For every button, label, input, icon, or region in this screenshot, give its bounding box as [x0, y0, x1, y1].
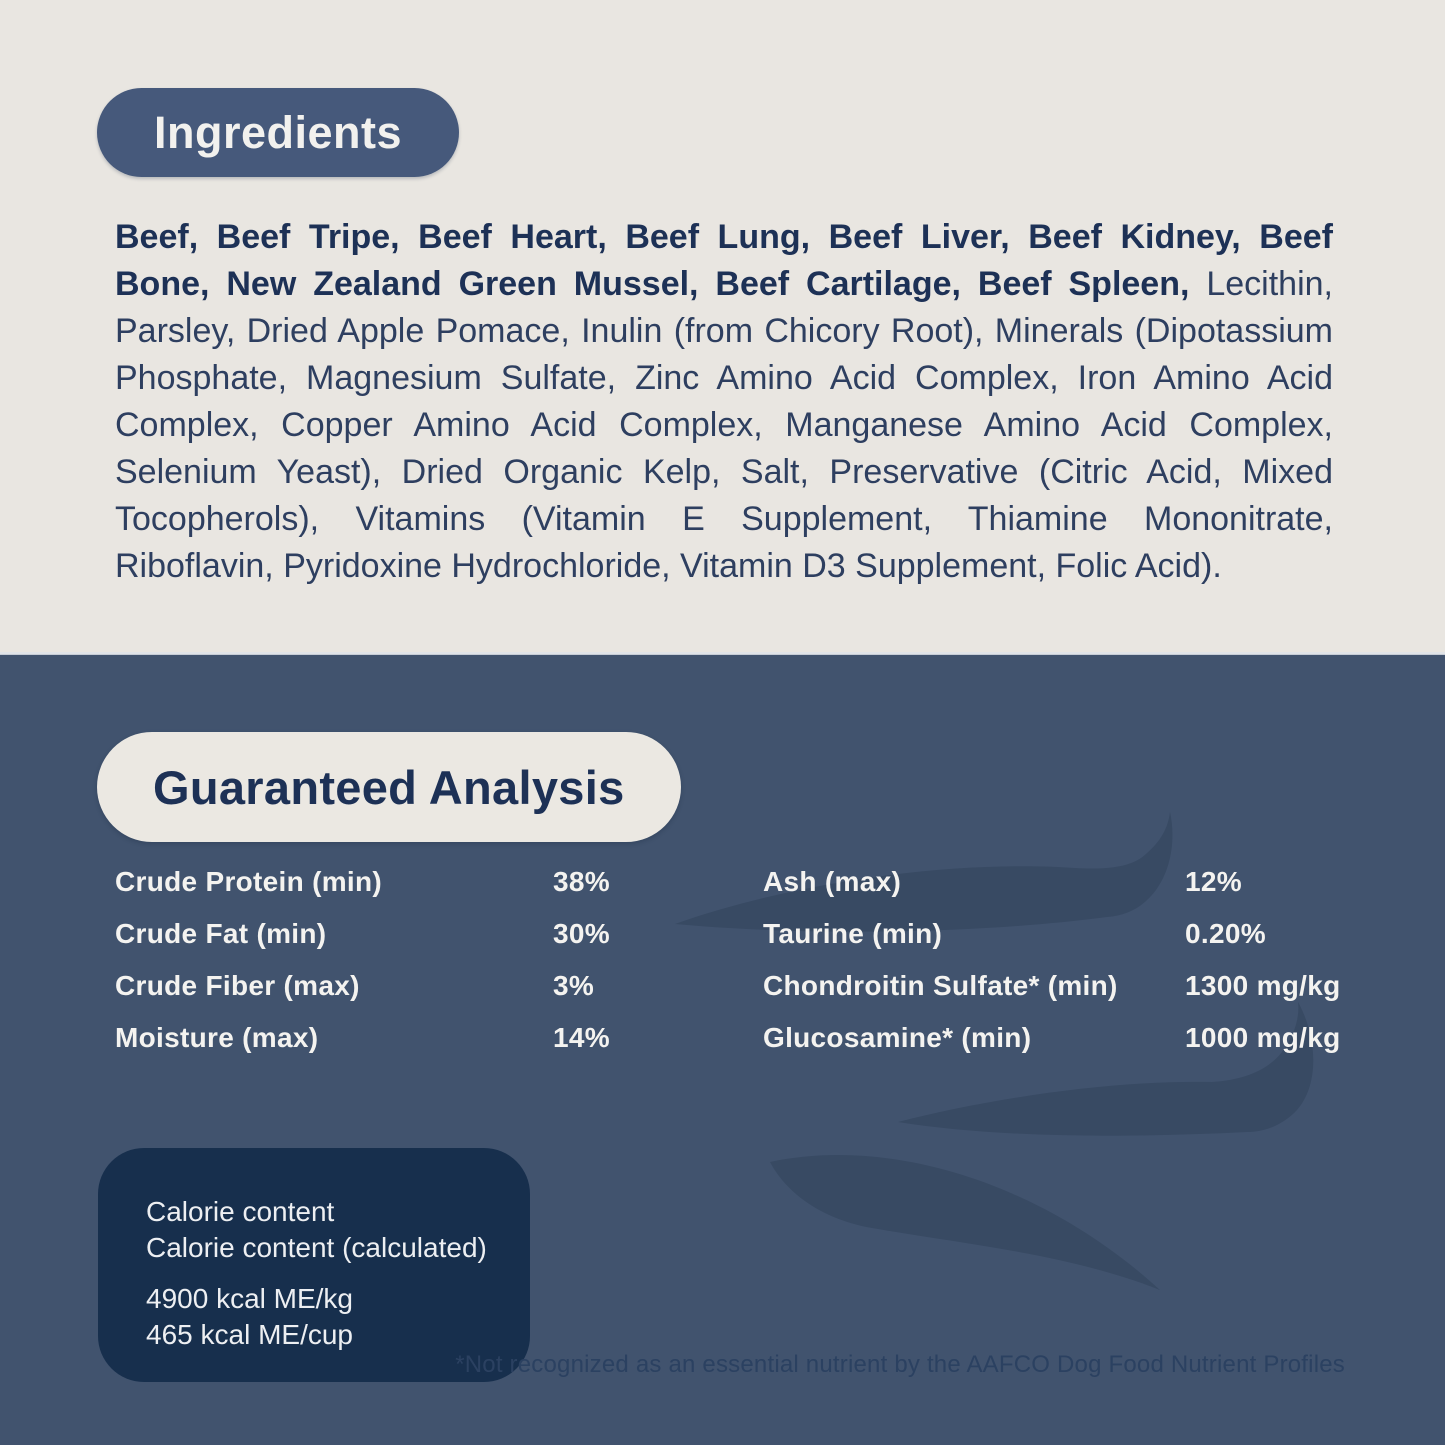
ingredients-title: Ingredients — [154, 106, 403, 158]
guaranteed-analysis-title: Guaranteed Analysis — [153, 760, 625, 814]
calorie-spacer — [146, 1266, 530, 1281]
nutrient-value: 38% — [553, 866, 610, 897]
guaranteed-analysis-title-pill — [97, 732, 681, 842]
guaranteed-analysis-section — [0, 654, 1445, 1445]
wave-swoosh-bottom — [770, 1155, 1160, 1290]
ingredients-secondary-list: Lecithin, Parsley, Dried Apple Pomace, Inulin (from Chicory Root), Minerals (Dipotassium Phosphate, Magnesium Sulfate, Zinc Amino Acid Complex, Iron Amino Acid Complex, Copper Amino Acid Complex, Manganese Amino Acid Complex, Selenium Yeast), Dried Organic Kelp, Salt, Preservative (Citric Acid, Mixed Tocopherols), Vitamins (Vitamin E Supplement, Thiamine Mononitrate, Riboflavin, Pyridoxine Hydrochloride, Vitamin D3 Supplement, Folic Acid). — [115, 265, 1333, 585]
nutrient-label: Moisture (max) — [115, 1022, 319, 1053]
table-row — [115, 856, 1347, 908]
nutrient-label: Crude Protein (min) — [115, 866, 383, 897]
nutrient-value: 3% — [553, 970, 595, 1001]
nutrient-label: Crude Fiber (max) — [115, 970, 360, 1001]
calorie-heading-line: Calorie content — [146, 1196, 335, 1227]
nutrient-label: Ash (max) — [763, 866, 902, 897]
nutrient-value: 1000 mg/kg — [1185, 1022, 1341, 1053]
aafco-footnote: *Not recognized as an essential nutrient by the AAFCO Dog Food Nutrient Profiles — [455, 1351, 1345, 1378]
nutrient-label: Glucosamine* (min) — [763, 1022, 1032, 1053]
calorie-value-line: 4900 kcal ME/kg — [146, 1283, 353, 1314]
calorie-value-line: 465 kcal ME/cup — [146, 1319, 353, 1350]
nutrient-label: Taurine (min) — [763, 918, 943, 949]
guaranteed-analysis-table — [115, 856, 1347, 1064]
section-divider — [0, 652, 1445, 655]
table-row — [115, 908, 1347, 960]
nutrient-value: 1300 mg/kg — [1185, 970, 1341, 1001]
ingredients-paragraph — [115, 214, 1333, 590]
nutrient-label: Chondroitin Sulfate* (min) — [763, 970, 1118, 1001]
nutrient-value: 0.20% — [1185, 918, 1266, 949]
table-row — [115, 1012, 1347, 1064]
ingredients-primary-list: Beef, Beef Tripe, Beef Heart, Beef Lung, Beef Liver, Beef Kidney, Beef Bone, New Zealand Green Mussel, Beef Cartilage, Beef Spleen, — [115, 218, 1333, 303]
ingredients-title-pill — [97, 88, 459, 177]
calorie-heading-line: Calorie content (calculated) — [146, 1232, 487, 1263]
nutrient-label: Crude Fat (min) — [115, 918, 327, 949]
calorie-content-box — [98, 1148, 530, 1382]
nutrient-value: 12% — [1185, 866, 1242, 897]
nutrient-value: 14% — [553, 1022, 610, 1053]
table-row — [115, 960, 1347, 1012]
nutrient-value: 30% — [553, 918, 610, 949]
